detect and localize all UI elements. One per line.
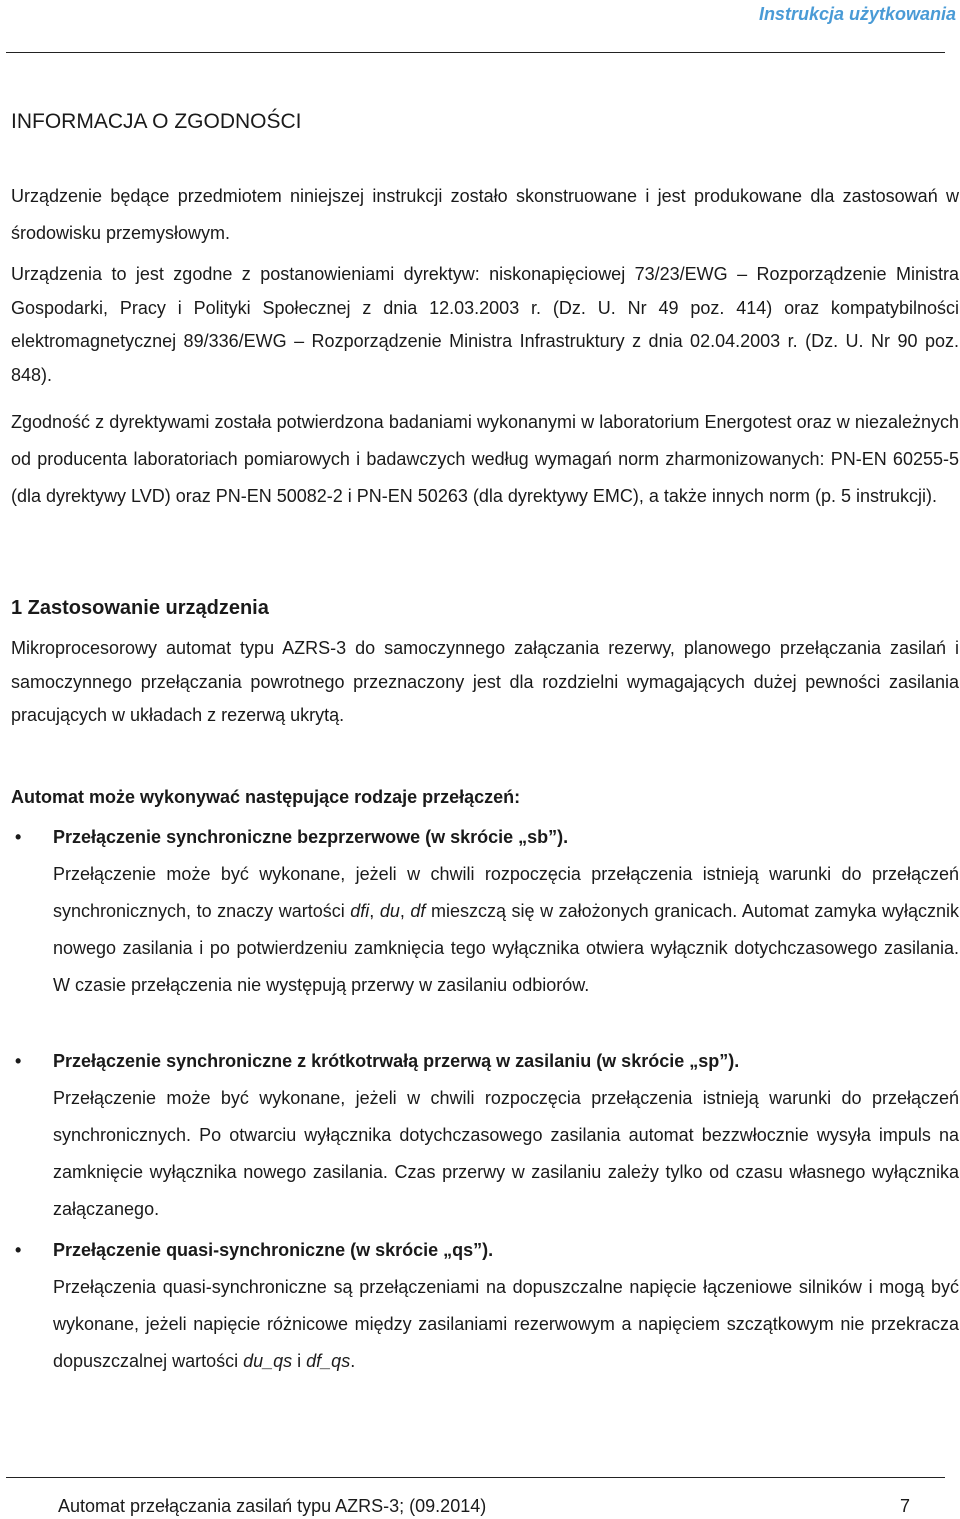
list-item-body: Przełączenie może być wykonane, jeżeli w chwili rozpoczęcia przełączenia istnieją warunki do przełączeń synchronicznych. Po otwarciu wyłącznika dotychczasowego zasilania automat bezzwłocznie wysyła impuls na zamknięcie wyłącznika nowego zasilania. Czas przerwy w zasilaniu zależy tylko od czasu własnego wyłącznika załączanego. [53,1088,959,1219]
list-item-body: Przełączenia quasi-synchroniczne są przełączeniami na dopuszczalne napięcie łączeniowe silników i mogą być wykonane, jeżeli napięcie różnicowe między zasilaniami rezerwowym a napięciem szczątkowym nie przekracza dopuszczalnej wartości du_qs i df_qs. [53,1277,959,1371]
list-item-title: Przełączenie synchroniczne bezprzerwowe (w skrócie „sb”). [53,827,569,847]
bullet-icon: • [15,1240,22,1260]
conformity-paragraph-1: Urządzenie będące przedmiotem niniejszej instrukcji zostało skonstruowane i jest produkowane dla zastosowań w środowisku przemysłowym. [11,186,959,243]
page-number: 7 [899,1496,910,1516]
list-item-title: Przełączenie quasi-synchroniczne (w skrócie „qs”). [53,1240,494,1260]
bullet-icon: • [15,1051,22,1071]
conformity-paragraph-3: Zgodność z dyrektywami została potwierdzona badaniami wykonanymi w laboratorium Energotest oraz w niezależnych od producenta laboratoriach pomiarowych i badawczych według wymagań norm zharmonizowanych: PN-EN 60255-5 (dla dyrektywy LVD) oraz PN-EN 50082-2 i PN-EN 50263 (dla dyrektywy EMC), a także innych norm (p. 5 instrukcji). [11,412,959,506]
conformity-paragraph-2: Urządzenia to jest zgodne z postanowieniami dyrektyw: niskonapięciowej 73/23/EWG – Rozporządzenie Ministra Gospodarki, Pracy i Polityki Społecznej z dnia 12.03.2003 r. (Dz. U. Nr 49 poz. 414) oraz kompatybilności elektromagnetycznej 89/336/EWG – Rozporządzenie Ministra Infrastruktury z dnia 02.04.2003 r. (Dz. U. Nr 90 poz. 848). [11,264,959,385]
footer-document-title: Automat przełączania zasilań typu AZRS-3; (09.2014) [58,1496,487,1516]
header-divider [6,52,945,53]
list-item-body: Przełączenie może być wykonane, jeżeli w chwili rozpoczęcia przełączenia istnieją warunki do przełączeń synchronicznych, to znaczy wartości dfi, du, df mieszczą się w założonych granicach. Automat zamyka wyłącznik nowego zasilania i po potwierdzeniu zamknięcia tego wyłącznika otwiera wyłącznik dotychczasowego zasilania. W czasie przełączenia nie występują przerwy w zasilaniu odbiorów. [53,864,959,995]
switching-types-heading: Automat może wykonywać następujące rodzaje przełączeń: [11,787,521,807]
section-1-heading: 1 Zastosowanie urządzenia [11,597,269,619]
conformity-heading: INFORMACJA O ZGODNOŚCI [11,110,302,133]
document-header-title: Instrukcja użytkowania [758,4,956,24]
section-1-body: Mikroprocesorowy automat typu AZRS-3 do samoczynnego załączania rezerwy, planowego przełączania zasilań i samoczynnego przełączania powrotnego przeznaczony jest dla rozdzielni wymagających dużej pewności zasilania pracujących w układach z rezerwą ukrytą. [11,638,959,725]
bullet-icon: • [15,827,22,847]
footer-divider [6,1477,945,1478]
list-item-title: Przełączenie synchroniczne z krótkotrwałą przerwą w zasilaniu (w skrócie „sp”). [53,1051,740,1071]
